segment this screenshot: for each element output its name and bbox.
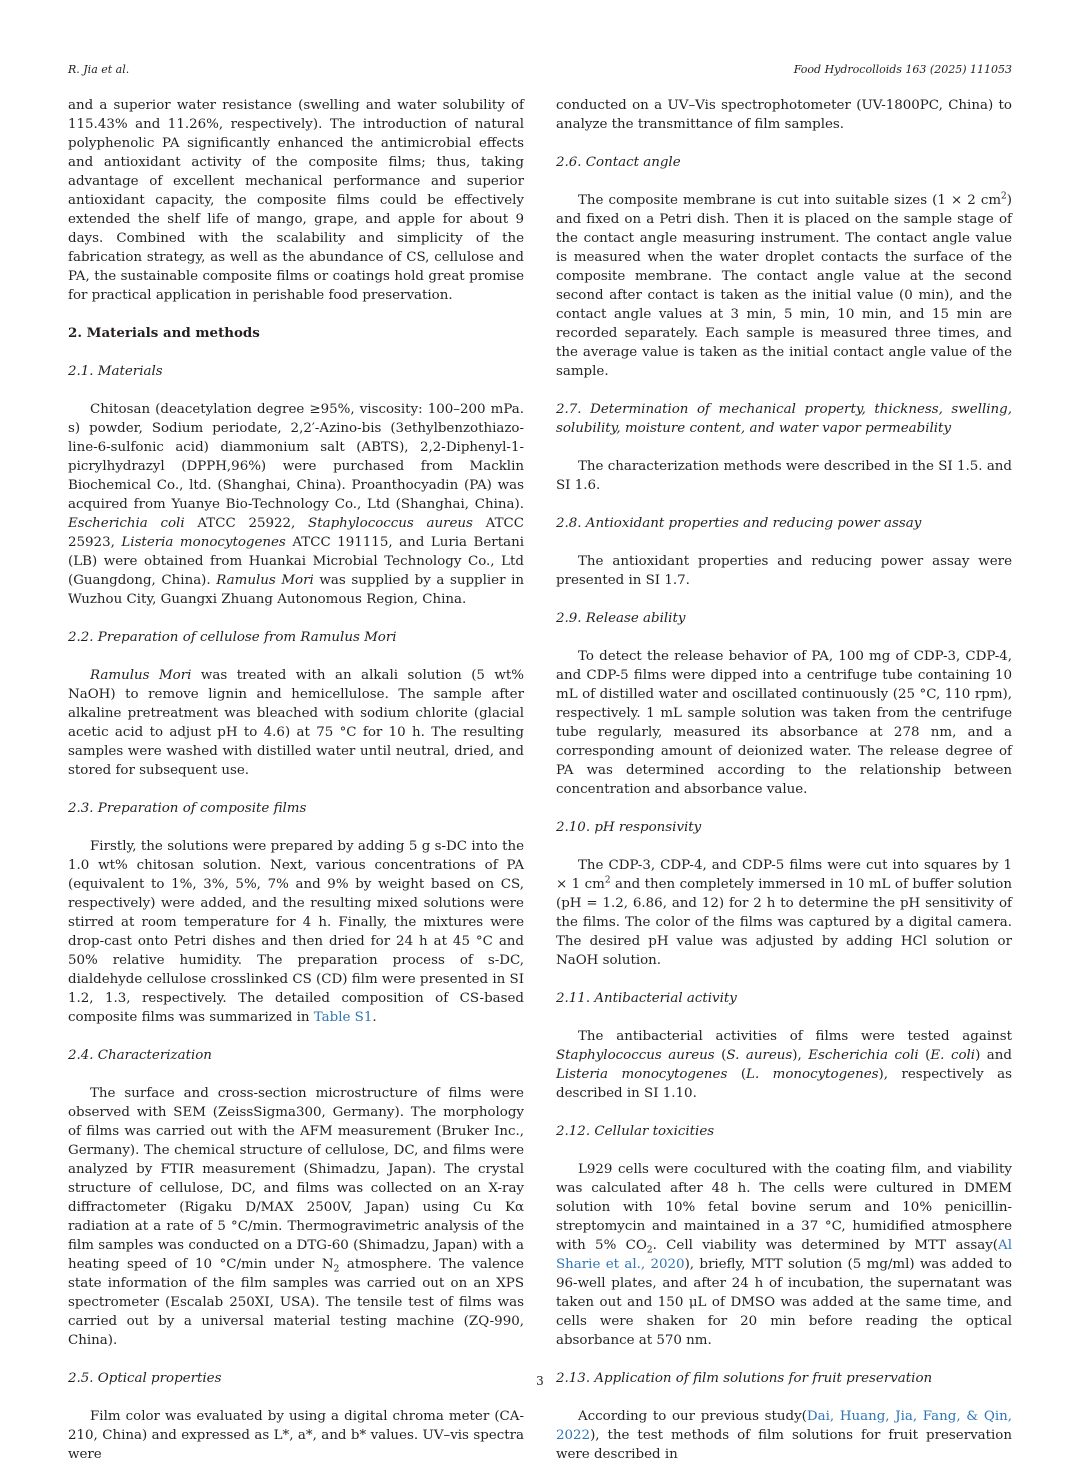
dai-citation-link[interactable]: Dai, Huang, Jia, Fang, & Qin, 2022 (556, 1409, 1012, 1443)
subsection-heading-ph: 2.10. pH responsivity (556, 820, 702, 835)
fruit-paragraph: According to our previous study(Dai, Huang, Jia, Fang, & Qin, 2022), the test methods of film solutions for fruit preservation were described in (556, 1409, 1012, 1462)
composite-films-paragraph: Firstly, the solutions were prepared by adding 5 g s-DC into the 1.0 wt% chitosan solution. Next, various concentrations of PA (equivalent to 1%, 3%, 5%, 7% and 9% by weight based on CS, respectively) were added, and the resulting mixed solutions were stirred at room temperature for 4 h. Finally, the mixtures were drop-cast onto Petri dishes and then dried for 24 h at 45 °C and 50% relative humidity. The preparation process of s-DC, dialdehyde cellulose crosslinked CS (CD) film were presented in SI 1.2, 1.3, respectively. The detailed composition of CS-based composite films was summarized in Table S1. (68, 839, 524, 1025)
subsection-heading-optical: 2.5. Optical properties (68, 1371, 222, 1386)
antioxidant-paragraph: The antioxidant properties and reducing power assay were presented in SI 1.7. (556, 554, 1012, 588)
page-number: 3 (536, 1374, 544, 1388)
subsection-heading-cellulose-prep: 2.2. Preparation of cellulose from Ramulus Mori (68, 630, 397, 645)
intro-paragraph-end: and a superior water resistance (swelling and water solubility of 115.43% and 11.26%, respectively). The introduction of natural polyphenolic PA significantly enhanced the antimicrobial effects and antioxidant activity of the composite films; thus, taking advantage of excellent mechanical performance and superior antioxidant capacity, the composite films could be effectively extended the shelf life of mango, grape, and apple for about 9 days. Combined with the scalability and simplicity of the fabrication strategy, as well as the abundance of CS, cellulose and PA, the sustainable composite films or coatings hold great promise for practical application in perishable food preservation. (68, 98, 524, 303)
running-header-journal: Food Hydrocolloids 163 (2025) 111053 (793, 63, 1012, 76)
ph-paragraph: The CDP-3, CDP-4, and CDP-5 films were cut into squares by 1 × 1 $cm^2$ and then completely immersed in 10 mL of buffer solution (pH = 1.2, 6.86, and 12) for 2 h to determine the pH sensitivity of the films. The color of the films was captured by a digital camera. The desired pH value was adjusted by adding HCl solution or NaOH solution. (556, 858, 1012, 968)
characterization-paragraph: The surface and cross-section microstructure of films were observed with SEM (ZeissSigma300, Germany). The morphology of films was carried out with the AFM measurement (Bruker Inc., Germany). The chemical structure of cellulose, DC, and films were analyzed by FTIR measurement (Shimadzu, Japan). The crystal structure of cellulose, DC, and films was collected on an X-ray diffractometer (Rigaku D/MAX 2500V, Japan) using Cu Kα radiation at a rate of 5 °C/min. Thermogravimetric analysis of the film samples was conducted on a DTG-60 (Shimadzu, Japan) with a heating speed of 10 °C/min under $N_2$ atmosphere. The valence state information of the film samples was carried out on an XPS spectrometer (Escalab 250XI, USA). The tensile test of films was carried out by a universal material testing machine (ZQ-990, China). (68, 1086, 524, 1348)
section-heading-materials-methods: 2. Materials and methods (68, 325, 260, 341)
antibacterial-paragraph: The antibacterial activities of films were tested against Staphylococcus aureus (S. aureus), Escherichia coli (E. coli) and Listeria monocytogenes (L. monocytogenes), respectively as described in SI 1.10. (556, 1029, 1012, 1101)
subsection-heading-fruit: 2.13. Application of film solutions for fruit preservation (556, 1371, 933, 1386)
running-header-authors: R. Jia et al. (68, 63, 130, 76)
subsection-heading-cellular: 2.12. Cellular toxicities (556, 1124, 715, 1139)
left-column (68, 96, 524, 1464)
subsection-heading-materials: 2.1. Materials (68, 364, 163, 379)
right-column (556, 96, 1012, 1464)
table-s1-link[interactable]: Table S1 (313, 1010, 373, 1025)
mechanical-paragraph: The characterization methods were described in the SI 1.5. and SI 1.6. (556, 459, 1012, 493)
subsection-heading-characterization: 2.4. Characterization (68, 1048, 212, 1063)
subsection-heading-composite-films: 2.3. Preparation of composite films (68, 801, 307, 816)
cellulose-prep-paragraph: Ramulus Mori was treated with an alkali solution (5 wt% NaOH) to remove lignin and hemicellulose. The sample after alkaline pretreatment was bleached with sodium chlorite (glacial acetic acid to adjust pH to 4.6) at 75 °C for 10 h. The resulting samples were washed with distilled water until neutral, dried, and stored for subsequent use. (68, 668, 524, 778)
subsection-heading-release: 2.9. Release ability (556, 611, 686, 626)
optical-paragraph-continued: conducted on a UV–Vis spectrophotometer (UV-1800PC, China) to analyze the transmittance of film samples. (556, 98, 1012, 132)
optical-paragraph: Film color was evaluated by using a digital chroma meter (CA-210, China) and expressed as L*, a*, and b* values. UV–vis spectra were (68, 1409, 524, 1462)
subsection-heading-mechanical: 2.7. Determination of mechanical property, thickness, swelling, solubility, moisture content, and water vapor permeability (556, 402, 1012, 436)
subsection-heading-antibacterial: 2.11. Antibacterial activity (556, 991, 737, 1006)
al-sharie-citation-link[interactable]: Al Sharie et al., 2020 (556, 1238, 1012, 1272)
subsection-heading-antioxidant: 2.8. Antioxidant properties and reducing power assay (556, 516, 922, 531)
release-paragraph: To detect the release behavior of PA, 100 mg of CDP-3, CDP-4, and CDP-5 films were dipped into a centrifuge tube containing 10 mL of distilled water and oscillated continuously (25 °C, 110 rpm), respectively. 1 mL sample solution was taken from the centrifuge tube regularly, measured its absorbance at 278 nm, and a corresponding amount of deionized water. The release degree of PA was determined according to the relationship between concentration and absorbance value. (556, 649, 1012, 797)
contact-angle-paragraph: The composite membrane is cut into suitable sizes (1 × 2 $cm^2$) and fixed on a Petri dish. Then it is placed on the sample stage of the contact angle measuring instrument. The contact angle value is measured when the water droplet contacts the surface of the composite membrane. The contact angle value at the second second after contact is taken as the initial value (0 min), and the contact angle values at 3 min, 5 min, 10 min, and 15 min are recorded separately. Each sample is measured three times, and the average value is taken as the initial contact angle value of the sample. (556, 191, 1012, 379)
subsection-heading-contact-angle: 2.6. Contact angle (556, 155, 681, 170)
cellular-paragraph: L929 cells were cocultured with the coating film, and viability was calculated after 48 h. The cells were cultured in DMEM solution with 10% fetal bovine serum and 10% penicillin-streptomycin and maintained in a 37 °C, humidified atmosphere with 5% $CO_2$. Cell viability was determined by MTT assay(Al Sharie et al., 2020), briefly, MTT solution (5 mg/ml) was added to 96-well plates, and after 24 h of incubation, the supernatant was taken out and 150 μL of DMSO was added at the same time, and cells were shaken for 20 min before reading the optical absorbance at 570 nm. (556, 1162, 1012, 1348)
materials-paragraph: Chitosan (deacetylation degree ≥95%, viscosity: 100–200 mPa. s) powder, Sodium periodate, 2,2′-Azino-bis (3ethylbenzothiazo-line-6-sulfonic acid) diammonium salt (ABTS), 2,2-Diphenyl-1-picrylhydrazyl (DPPH,96%) were purchased from Macklin Biochemical Co., ltd. (Shanghai, China). Proanthocyadin (PA) was acquired from Yuanye Bio-Technology Co., Ltd (Shanghai, China). Escherichia coli ATCC 25922, Staphylococcus aureus ATCC 25923, Listeria monocytogenes ATCC 191115, and Luria Bertani (LB) were obtained from Huankai Microbial Technology Co., Ltd (Guangdong, China). Ramulus Mori was supplied by a supplier in Wuzhou City, Guangxi Zhuang Autonomous Region, China. (68, 402, 525, 607)
